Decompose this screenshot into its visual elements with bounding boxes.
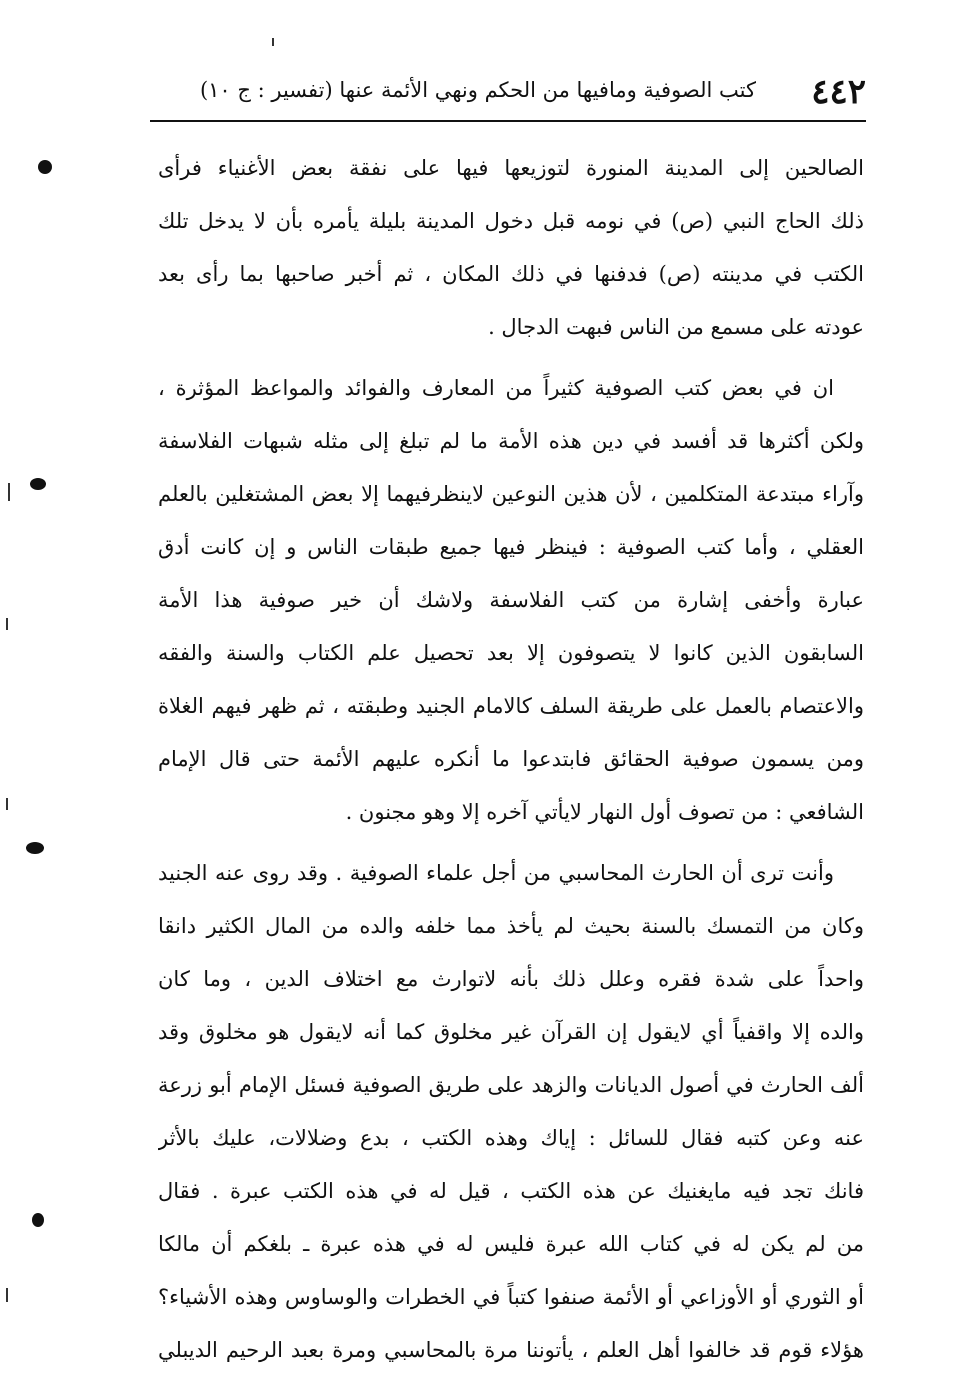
text-line: والاعتصام بالعمل على طريقة السلف كالامام الجنيد وطبقته ، ثم ظهر فيهم الغلاة <box>158 694 864 718</box>
text-line: واحداً على شدة فقره وعلل ذلك بأنه لاتوارث مع اختلاف الدين ، وما كان <box>158 967 864 991</box>
text-line: ولكن أكثرها قد أفسد في دين هذه الأمة ما لم تبلغ إلى مثله شبهات الفلاسفة <box>158 429 864 453</box>
text-line: الكتب في مدينته (ص) فدفنها في ذلك المكان ، ثم أخبر صاحبها بما رأى بعد <box>158 262 864 286</box>
scan-margin-mark <box>272 38 274 46</box>
text-line: عبارة وأخفى إشارة من كتب الفلاسفة ولاشك أن خير صوفية هذا الأمة <box>158 588 864 612</box>
scan-margin-mark <box>6 798 8 810</box>
text-line: وكان من التمسك بالسنة بحيث لم يأخذ مما خلفه والده من المال الكثير دانقا <box>158 914 864 938</box>
running-title: كتب الصوفية ومافيها من الحكم ونهي الأئمة عنها (تفسير : ج ١٠) <box>199 78 756 102</box>
punch-hole-mark <box>38 160 52 174</box>
text-line: وآراء مبتدعة المتكلمين ، لأن هذين النوعين لاينظرفيهما إلا بعض المشتغلين بالعلم <box>158 482 864 506</box>
punch-hole-mark <box>30 478 46 490</box>
paragraph-gap <box>158 354 864 362</box>
text-line: ألف الحارث في أصول الديانات والزهد على طريق الصوفية فسئل الإمام أبو زرعة <box>158 1073 864 1097</box>
paragraph-gap <box>158 839 864 847</box>
text-line: العقلي ، وأما كتب الصوفية : فينظر فيها جميع طبقات الناس و إن كانت أدق <box>158 535 864 559</box>
text-line: السابقون الذين كانوا لا يتصوفون إلا بعد تحصيل علم الكتاب والسنة والفقه <box>158 641 864 665</box>
text-line: عنه وعن كتبه فقال للسائل : إياك وهذه الكتب ، بدع وضلالات، عليك بالأثر <box>158 1126 864 1150</box>
text-line: والده إلا واقفياً أي لايقول إن القرآن غير مخلوق كما أنه لايقول هو مخلوق وقد <box>158 1020 864 1044</box>
scan-margin-mark <box>8 483 10 501</box>
text-line: عودته على مسمع من الناس فبهت الدجال . <box>488 315 864 339</box>
text-line: من لم يكن له في كتاب الله عبرة فليس له في هذه عبرة ـ بلغكم أن مالكا <box>158 1232 864 1256</box>
text-line: الشافعي : من تصوف أول النهار لايأتي آخره إلا وهو مجنون . <box>345 800 864 824</box>
punch-hole-mark <box>26 842 44 854</box>
page-header <box>150 68 866 120</box>
scan-margin-mark <box>6 1288 8 1302</box>
text-line: فانك تجد فيه مايغنيك عن هذه الكتب ، قيل له في هذه الكتب عبرة . فقال <box>158 1179 864 1203</box>
page-number: ٤٤٢ <box>811 72 866 112</box>
text-line: أو الثوري أو الأوزاعي أو الأئمة صنفوا كتباً في الخطرات والوساوس وهذه الأشياء؟ <box>158 1285 864 1309</box>
body-text <box>158 142 864 1377</box>
text-line: هؤلاء قوم قد خالفوا أهل العلم ، يأتوننا مرة بالمحاسبي ومرة بعبد الرحيم الديبلي <box>158 1338 864 1362</box>
text-line: ان في بعض كتب الصوفية كثيراً من المعارف والفوائد والمواعظ المؤثرة ، <box>158 376 834 400</box>
scan-margin-mark <box>6 618 8 630</box>
header-rule <box>150 120 866 122</box>
text-line: وأنت ترى أن الحارث المحاسبي من أجل علماء الصوفية . وقد روى عنه الجنيد <box>158 861 834 885</box>
text-line: ذلك الحاج النبي (ص) في نومه قبل دخول المدينة بليلة يأمره بأن لا يدخل تلك <box>158 209 864 233</box>
text-line: ومن يسمون صوفية الحقائق فابتدعوا ما أنكره عليهم الأئمة حتى قال الإمام <box>158 747 864 771</box>
punch-hole-mark <box>32 1213 44 1227</box>
text-line: الصالحين إلى المدينة المنورة لتوزيعها فيها على نفقة بعض الأغنياء فرأى <box>158 156 864 180</box>
